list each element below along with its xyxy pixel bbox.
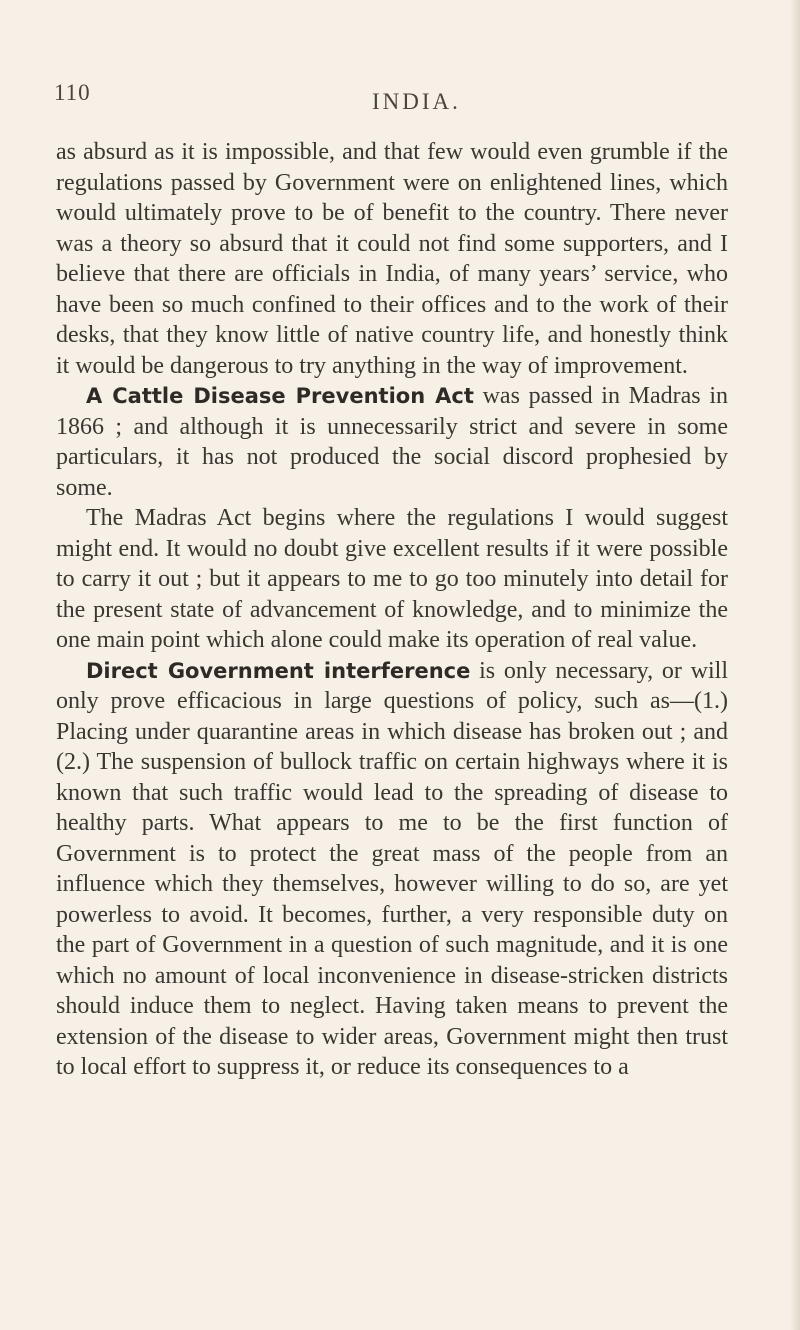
paragraph-text: was passed in Madras in 1866 ; and although it is unnecessarily strict and severe in some particulars, it has not produced the social discord prophesied by some.: [56, 383, 729, 501]
paragraph-text: The Madras Act begins where the regulations I would suggest might end. It would no doubt give excellent results if it were possible to carry it out ; but it appears to me to go too minutely into detail for the present state of advancement of knowledge, and to minimize the one main point which alone could make its operation of real value.: [56, 505, 728, 653]
page-header: [0, 80, 800, 120]
paragraph-cattle-disease-act: [56, 381, 728, 503]
paragraph-text: is only necessary, or will only prove efficacious in large questions of policy, such as—(1.) Placing under quarantine areas in which disease has broken out ; and (2.) The suspension of bullock traffic on certain highways where it is known that such traffic would lead to the spreading of disease to healthy parts. What appears to me to be the first function of Government is to protect the great mass of the people from an influence which they themselves, however willing to do so, are yet powerless to avoid. It becomes, further, a very responsible duty on the part of Government in a question of such magnitude, and it is one which no amount of local inconvenience in disease-stricken districts should induce them to neglect. Having taken means to prevent the extension of the disease to wider areas, Government might then trust to local effort to suppress it, or reduce its consequences to a: [56, 657, 728, 1080]
page-number: 110: [54, 80, 91, 105]
paragraph-government-interference: [56, 656, 728, 1083]
paragraph-lead: A Cattle Disease Prevention Act: [86, 384, 474, 408]
paragraph-text: as absurd as it is impossible, and that few would even grumble if the regulations passed by Government were on enlightened lines, which would ultimately prove to be of benefit to the country. There never was a theory so absurd that it could not find some supporters, and I believe that there are officials in India, of many years’ service, who have been so much confined to their offices and to the work of their desks, that they know little of native country life, and honestly think it would be dangerous to try anything in the way of improvement.: [56, 139, 728, 379]
paragraph-continuation: [56, 137, 728, 381]
body-text: [56, 137, 728, 1083]
page-edge-shadow: [790, 0, 800, 1330]
paragraph-lead: Direct Government interference: [86, 658, 471, 683]
running-head: INDIA.: [372, 89, 461, 114]
paragraph-madras-act: [56, 503, 728, 656]
